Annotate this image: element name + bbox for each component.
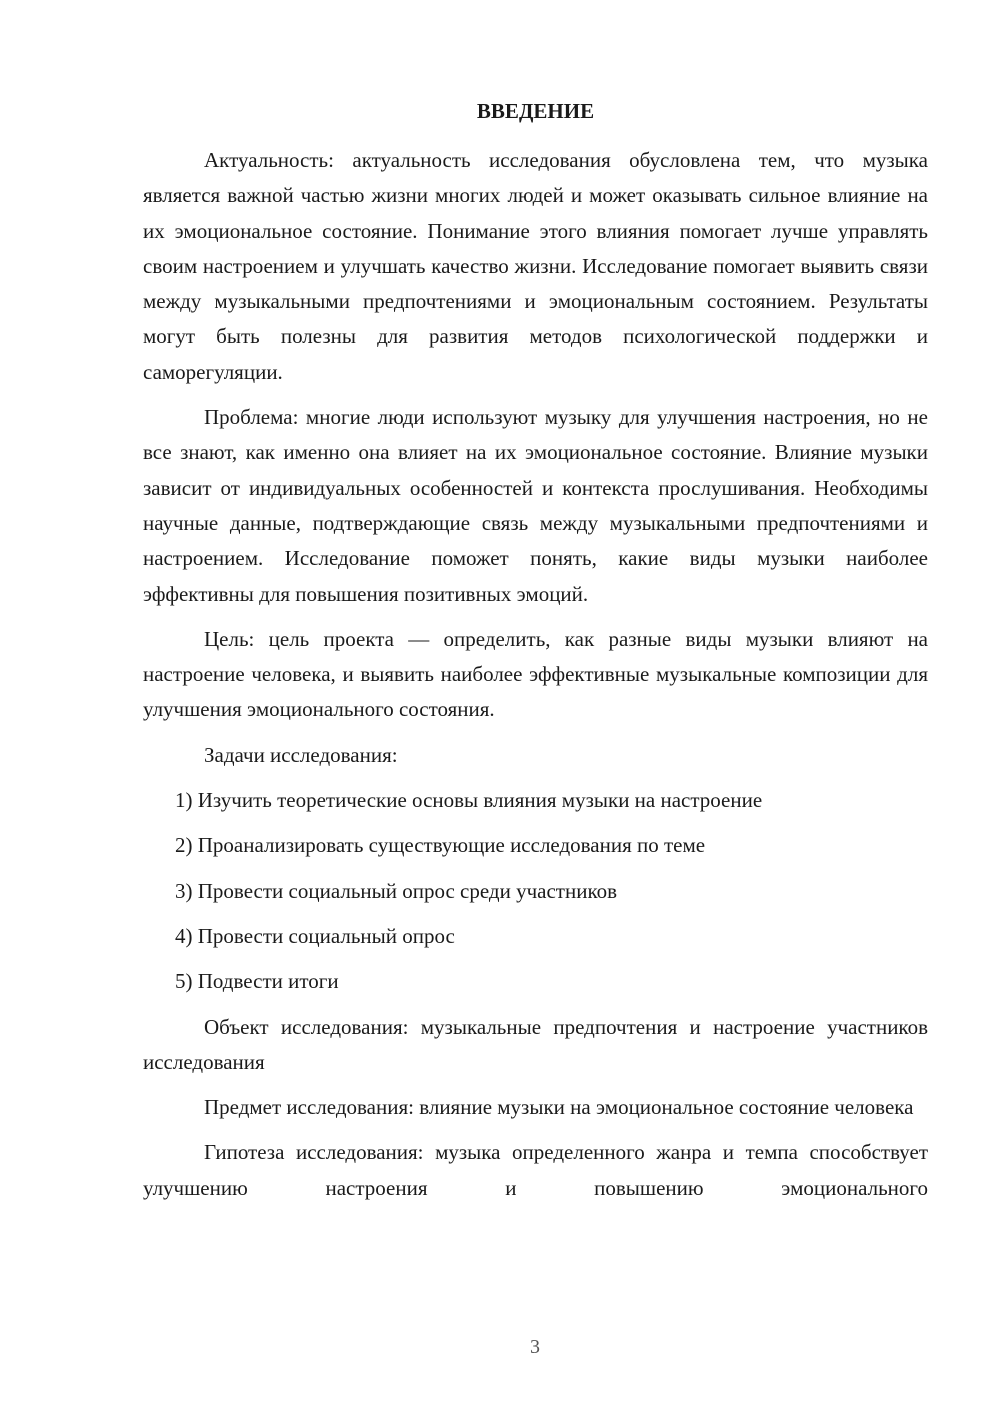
page-number: 3	[530, 1336, 540, 1358]
document-body	[143, 143, 928, 1216]
list-item: 1) Изучить теоретические основы влияния музыки на настроение	[175, 788, 763, 813]
tasks-heading: Задачи исследования:	[204, 742, 398, 767]
paragraph-subject: Предмет исследования: влияние музыки на эмоциональное состояние человека	[204, 1095, 914, 1120]
tasks-list	[143, 783, 928, 999]
paragraph-object: Объект исследования: музыкальные предпочтения и настроение участников исследования	[143, 1014, 928, 1074]
list-item: 5) Подвести итоги	[175, 969, 339, 994]
paragraph-goal: Цель: цель проекта — определить, как разные виды музыки влияют на настроение человека, и выявить наиболее эффективные музыкальные композиции для улучшения эмоционального состояния.	[143, 626, 928, 722]
paragraph-hypothesis: Гипотеза исследования: музыка определенного жанра и темпа способствует улучшению настроения и повышению эмоционального	[143, 1140, 928, 1200]
section-title: ВВЕДЕНИЕ	[476, 99, 595, 123]
paragraph-problem: Проблема: многие люди используют музыку для улучшения настроения, но не все знают, как именно она влияет на их эмоциональное состояние. Влияние музыки зависит от индивидуальных особенностей и контекста прослушивания. Необходимы научные данные, подтверждающие связь между музыкальными предпочтениями и настроением. Исследование поможет понять, какие виды музыки наиболее эффективны для повышения позитивных эмоций.	[143, 405, 928, 606]
paragraph-relevance: Актуальность: актуальность исследования обусловлена тем, что музыка является важной частью жизни многих людей и может оказывать сильное влияние на их эмоциональное состояние. Понимание этого влияния помогает лучше управлять своим настроением и улучшать качество жизни. Исследование помогает выявить связи между музыкальными предпочтениями и эмоциональным состоянием. Результаты могут быть полезны для развития методов психологической поддержки и саморегуляции.	[143, 148, 928, 384]
list-item: 4) Провести социальный опрос	[175, 923, 455, 948]
list-item: 2) Проанализировать существующие исследования по теме	[175, 833, 706, 858]
list-item: 3) Провести социальный опрос среди участников	[175, 878, 618, 903]
